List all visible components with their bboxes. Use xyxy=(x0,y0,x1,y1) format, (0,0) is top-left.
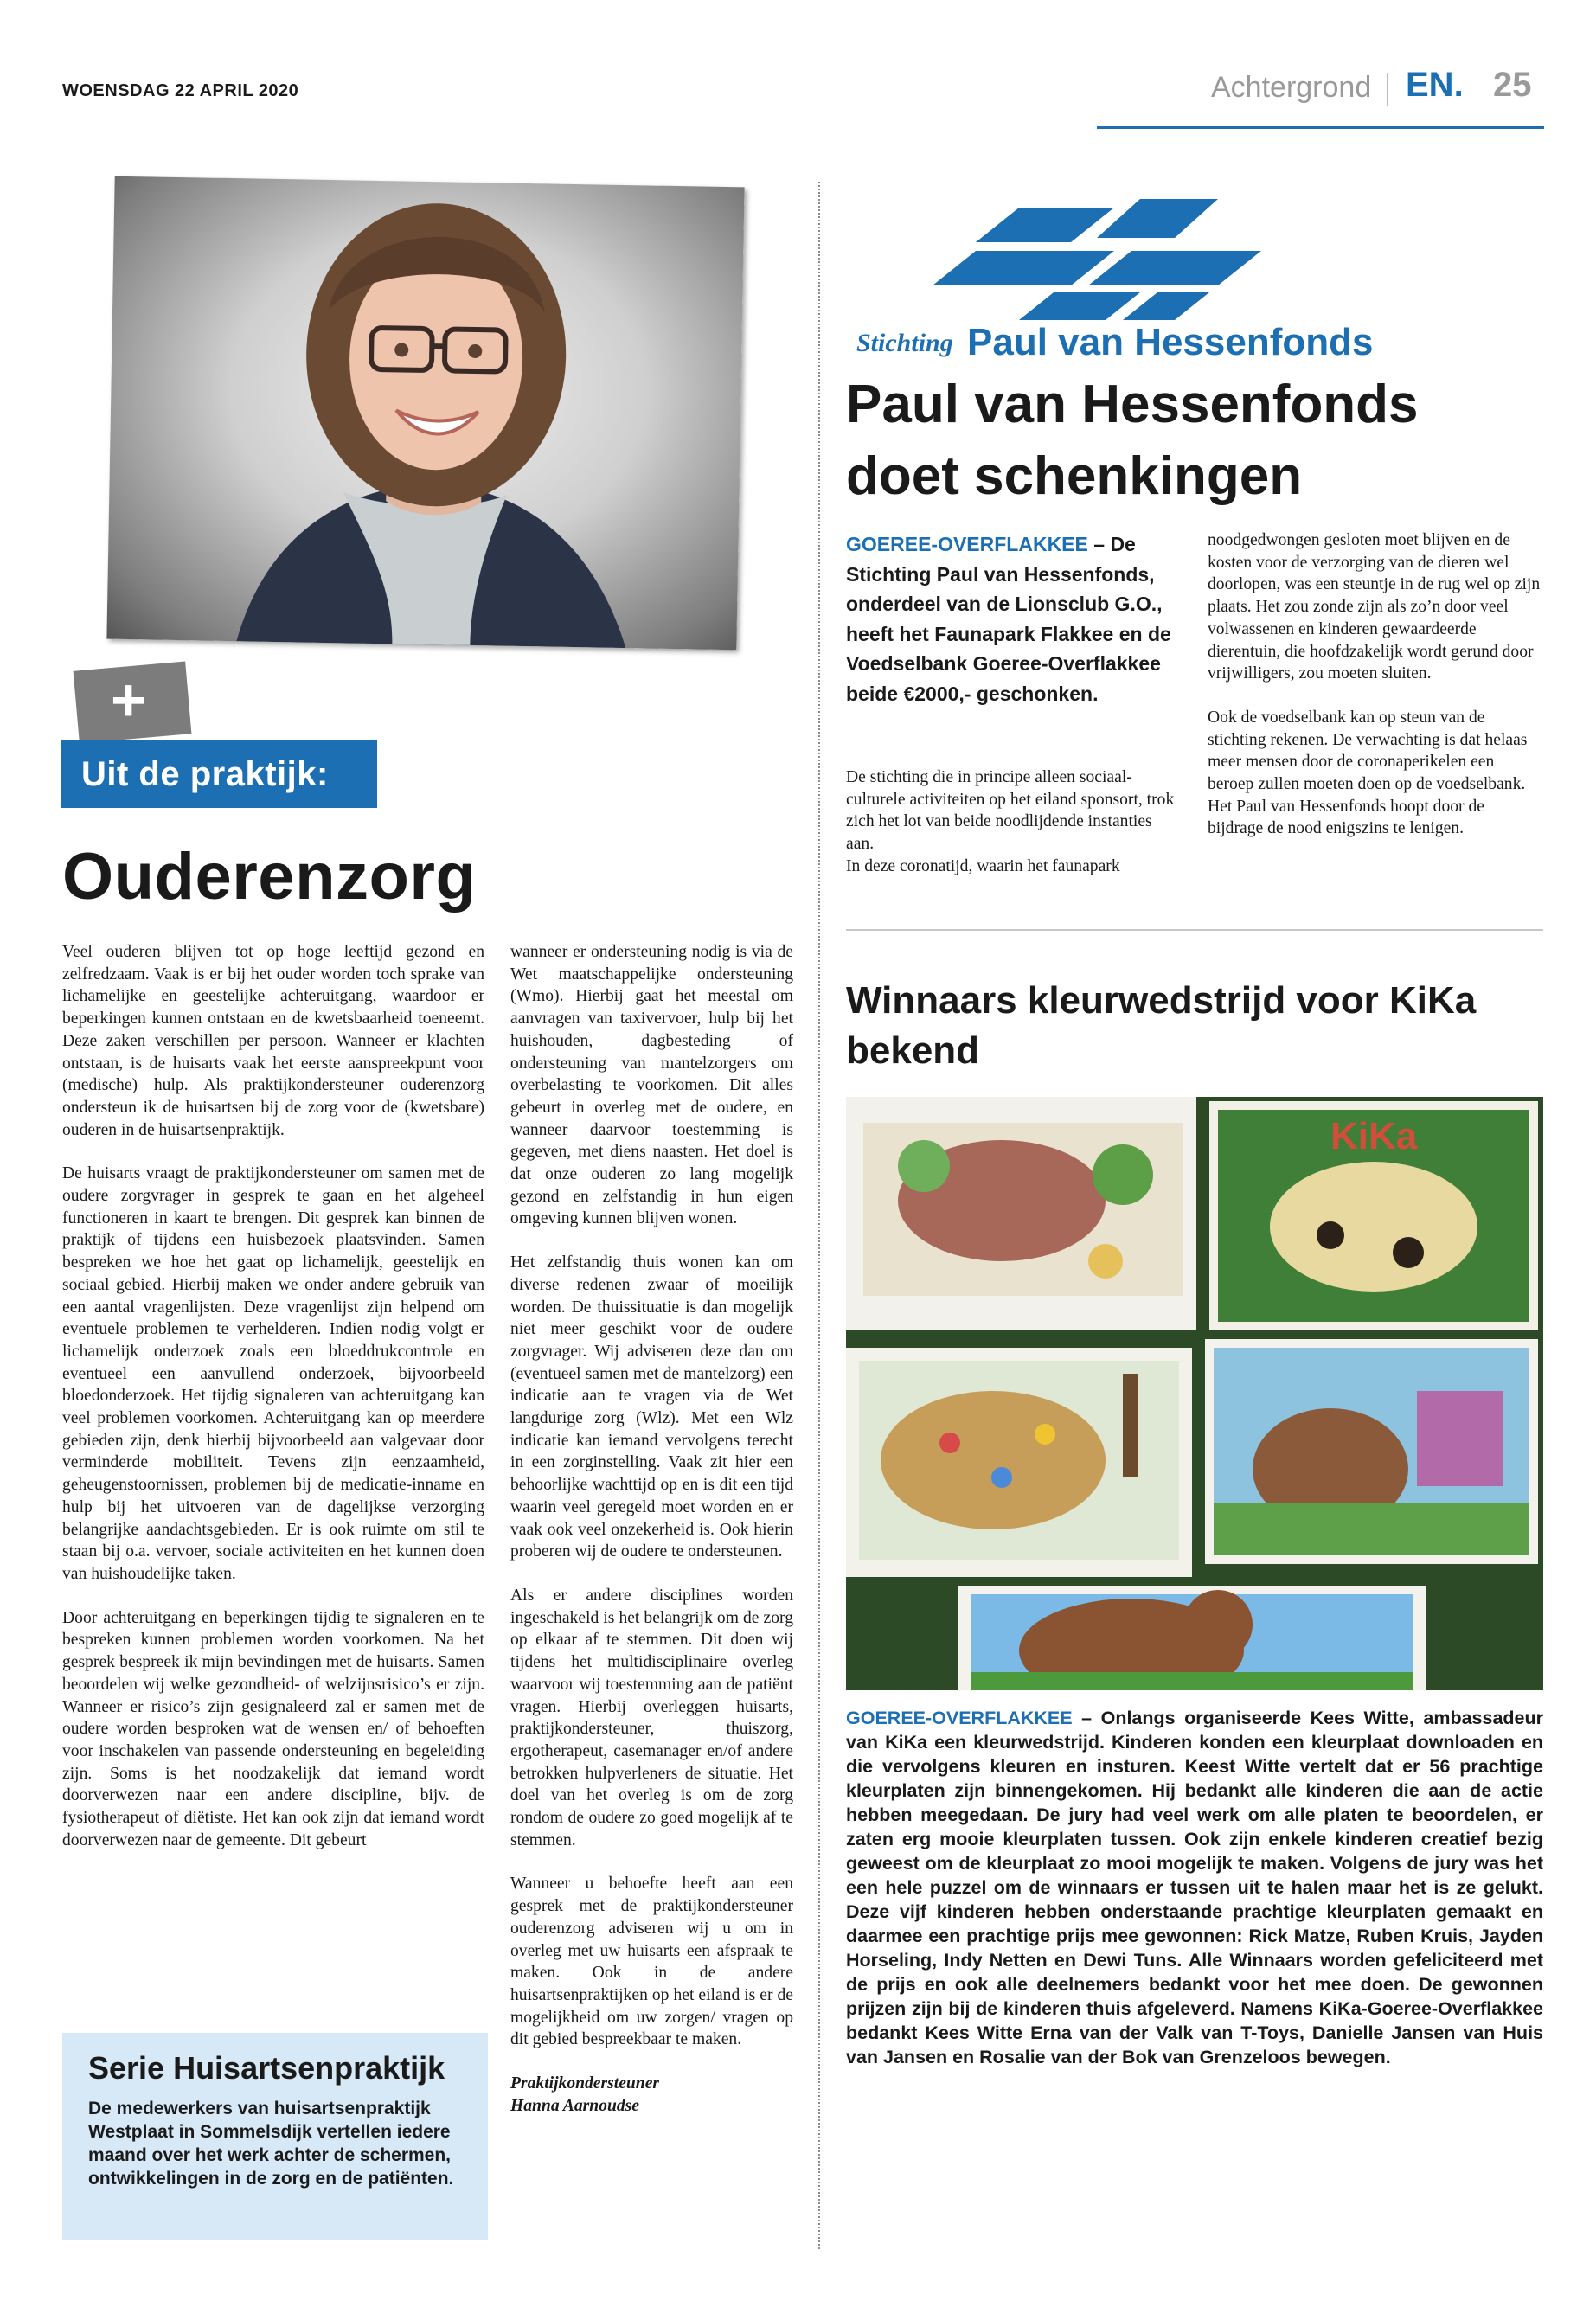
page-number: 25 xyxy=(1493,66,1532,104)
byline-name: Hanna Aarnoudse xyxy=(510,2096,640,2115)
kika-caption xyxy=(846,1706,1543,2069)
hessenfonds-column-1 xyxy=(846,766,1182,878)
photo-kika-text: KiKa xyxy=(1330,1115,1418,1157)
portrait-illustration xyxy=(106,176,744,651)
header-rule xyxy=(1097,126,1544,129)
caption-text: – Onlangs organiseerde Kees Witte, ambassadeur van KiKa een kleurwedstrijd. Kinderen konden een kleurplaat downloaden en die vervolgens kleuren en insturen. Keest Witte vertelt dat er 56 prachtige kleurplaten zijn binnengekomen. Hij bedankt alle kinderen die aan de actie hebben meegedaan. De jury had veel werk om alle platen te beoordelen, er zaten erg mooie kleurplaten tussen. Ook zijn enkele kinderen creatief bezig geweest om de kleurplaat zo mooi mogelijk te maken. Volgens de jury was het een hele puzzel om de winnaars er tussen uit te halen maar het is ze gelukt. Deze vijf kinderen hebben onderstaande prachtige kleurplaten gemaakt en daarmee een prachtige prijs mee gewonnen: Rick Matze, Ruben Kruis, Jayden Horseling, Indy Netten en Dewi Tuns. Alle Winnaars worden gefeliciteerd met de prijs en ook alle deelnemers bedankt voor het mee doen. De gewonnen prijzen zijn bij de kinderen thuis afgeleverd. Namens KiKa-Goeree-Overflakkee bedankt Kees Witte Erna van der Valk van T-Toys, Danielle Jansen van Huis van Jansen en Rosalie van der Bok van Grenzeloos bewegen. xyxy=(846,1708,1543,2067)
article-title-ouderenzorg: Ouderenzorg xyxy=(62,840,477,913)
article-column-1 xyxy=(62,941,484,1873)
brand-logo: EN. xyxy=(1406,66,1464,104)
article-column-2 xyxy=(510,941,793,2117)
section-label: Achtergrond xyxy=(1211,71,1372,104)
paragraph: Als er andere disciplines worden ingeschakeld is het belangrijk om de zorg op elkaar af te stemmen. Dit doen wij tijdens het multidisciplinaire overleg waarvoor wij toestemming aan de patiënt vragen. Hierbij overleggen huisarts, praktijkondersteuner, thuiszorg, ergotherapeut, casemanager en/of andere betrokken hulpverleners de situatie. Het doel van het overleg is om de zorg rondom de oudere zo goed mogelijk af te stemmen. xyxy=(510,1586,793,1849)
paragraph: In deze coronatijd, waarin het faunapark xyxy=(846,856,1120,875)
paragraph: Ook de voedselbank kan op steun van de stichting rekenen. De verwachting is dat helaas meer mensen door de coronaperikelen een beroep zullen moeten doen op de voedselbank. Het Paul van Hessenfonds hoopt door de bijdrage de nood enigszins te lenigen. xyxy=(1208,708,1528,838)
lead-paragraph xyxy=(846,529,1182,708)
coloring-pages-photo xyxy=(846,1097,1543,1690)
hessenfonds-logo-mark xyxy=(855,190,1408,363)
paragraph: wanneer er ondersteuning nodig is via de Wet maatschappelijke ondersteuning (Wmo). Hierbij gaat het meestal om aanvragen van taxivervoer, hulp bij het huishouden, dagbesteding of ondersteuning van mantelzorgers om overbelasting te voorkomen. Dit alles gebeurt in overleg met de oudere, en wanneer daarvoor toestemming is gegeven, met diens naasten. Het doel is dat onze ouderen zo lang mogelijk gezond en zelfstandig in hun eigen omgeving kunnen blijven wonen. xyxy=(510,943,793,1228)
paragraph: noodgedwongen gesloten moet blijven en de kosten voor de verzorging van de dieren wel doorlopen, was een steuntje in de rug wel op zijn plaats. Het zou zonde zijn als zo’n door veel volwassenen en kinderen gewaardeerde dierentuin, die hoofdzakelijk wordt gerund door vrijwilligers, zou moeten sluiten. xyxy=(1208,531,1541,683)
paragraph: De huisarts vraagt de praktijkondersteuner om samen met de oudere zorgvrager in gesprek te gaan en het algeheel functioneren in kaart te brengen. Dit gesprek kan binnen de praktijk of tijdens een huisbezoek plaatsvinden. Samen bespreken we hoe het gaat op lichamelijk, geestelijk en sociaal gebied. Hierbij maken we onder andere gebruik van een aantal vragenlijsten. Deze vragenlijst zijn helpend om eventuele problemen te verhelderen. Indien nodig volgt er lichamelijk onderzoek zoals een bloeddrukcontrole en eventueel een aanvullend onderzoek, bijvoorbeeld bloedonderzoek. Het tijdig signaleren van achteruitgang kan veel problemen voorkomen. Achteruitgang kan op meerdere gebieden zijn, denk hierbij bijvoorbeeld aan valgevaar door verminderde mobiliteit. Tevens zijn eenzaamheid, geheugenstoornissen, problemen bij de medicatie-inname en hulp bij het uitvoeren van de dagelijkse verzorging belangrijke aandachtsgebieden. Er is ook ruimte om stil te staan bij o.a. vervoer, sociale activiteiten en het kunnen doen van huishoudelijke taken. xyxy=(62,1164,484,1583)
serie-box xyxy=(62,2033,488,2240)
paragraph: Wanneer u behoefte heeft aan een gesprek met de praktijkondersteuner ouderenzorg adviseren wij u om in overleg met uw huisarts een afspraak te maken. Ook in de andere huisartsenpraktijken op het eiland is er de mogelijkheid om uw zorgen/ vragen op dit gebied bespreekbaar te maken. xyxy=(510,1875,793,2049)
portrait-photo xyxy=(106,176,744,651)
lead-location: GOEREE-OVERFLAKKEE xyxy=(846,533,1088,555)
article-title-kika: Winnaars kleurwedstrijd voor KiKa bekend xyxy=(846,979,1477,1072)
plus-icon: + xyxy=(111,666,146,734)
serie-title: Serie Huisartsenpraktijk xyxy=(88,2050,445,2086)
paragraph: Het zelfstandig thuis wonen kan om diverse redenen zwaar of moeilijk worden. De thuissituatie is dan mogelijk niet meer geschikt voor de oudere zorgvrager. Wij adviseren deze dan om (eventueel samen met de mantelzorg) een indicatie aan te vragen via de Wet langdurige zorg (Wlz). Met een Wlz indicatie kan iemand vervolgens terecht in een zorginstelling. Vaak zit hier een behoorlijke wachttijd op en is dit een tijd waarin veel geregeld moet worden en er vaak ook veel onzekerheid is. Ook hierin proberen wij de oudere te ondersteunen. xyxy=(510,1253,793,1561)
article-separator xyxy=(846,929,1543,931)
kicker-label: Uit de praktijk: xyxy=(61,740,377,808)
logo-prefix: Stichting xyxy=(856,329,953,357)
byline-role: Praktijkondersteuner xyxy=(510,2074,660,2093)
paragraph: De stichting die in principe alleen sociaal-culturele activiteiten op het eiland sponsort, trok zich het lot van beide noodlijdende instanties aan. xyxy=(846,768,1175,854)
column-divider xyxy=(818,182,820,2249)
coloring-pages-illustration xyxy=(846,1097,1543,1690)
hessenfonds-logo xyxy=(855,190,1408,363)
issue-date: WOENSDAG 22 APRIL 2020 xyxy=(62,81,299,100)
article-title-hessenfonds: Paul van Hessenfonds doet schenkingen xyxy=(846,375,1419,506)
logo-name: Paul van Hessenfonds xyxy=(967,321,1374,363)
paragraph: Door achteruitgang en beperkingen tijdig te signaleren en te bespreken kunnen problemen worden voorkomen. Na het gesprek bespreek ik mijn bevindingen met de huisarts. Samen beoordelen wij welke gezondheid- of welzijnsrisico’s er zijn. Wanneer er risico’s zijn gesignaleerd zal er samen met de oudere worden besproken wat de wensen en/ of behoeften voor inschakelen van passende ondersteuning en begeleiding zijn. Soms is het noodzakelijk dat iemand wordt doorverwezen naar een andere discipline, bijv. de fysiotherapeut of diëtiste. Het kan ook zijn dat iemand wordt doorverwezen naar de gemeente. Dit gebeurt xyxy=(62,1608,484,1849)
hessenfonds-column-2 xyxy=(1208,529,1543,862)
header-separator xyxy=(1387,73,1388,106)
caption-location: GOEREE-OVERFLAKKEE xyxy=(846,1708,1073,1728)
paragraph: Veel ouderen blijven tot op hoge leeftijd gezond en zelfredzaam. Vaak is er bij het ouder worden toch sprake van lichamelijke en geestelijke achteruitgang, waardoor er beperkingen kunnen ontstaan en de kwetsbaarheid toeneemt. Deze zaken verschillen per persoon. Wanneer er klachten ontstaan, is de huisarts vaak het eerste aanspreekpunt voor (medische) hulp. Als praktijkondersteuner ouderenzorg ondersteun ik de huisartsen bij de zorg voor de (kwetsbare) ouderen in de huisartsenpraktijk. xyxy=(62,943,484,1139)
lead-text: – De Stichting Paul van Hessenfonds, onderdeel van de Lionsclub G.O., heeft het Faunapark Flakkee en de Voedselbank Goeree-Overflakkee beide €2000,- geschonken. xyxy=(846,533,1171,705)
serie-text: De medewerkers van huisartsenpraktijk Westplaat in Sommelsdijk vertellen iedere maand over het werk achter de schermen, ontwikkelingen in de zorg en de patiënten. xyxy=(88,2099,454,2189)
